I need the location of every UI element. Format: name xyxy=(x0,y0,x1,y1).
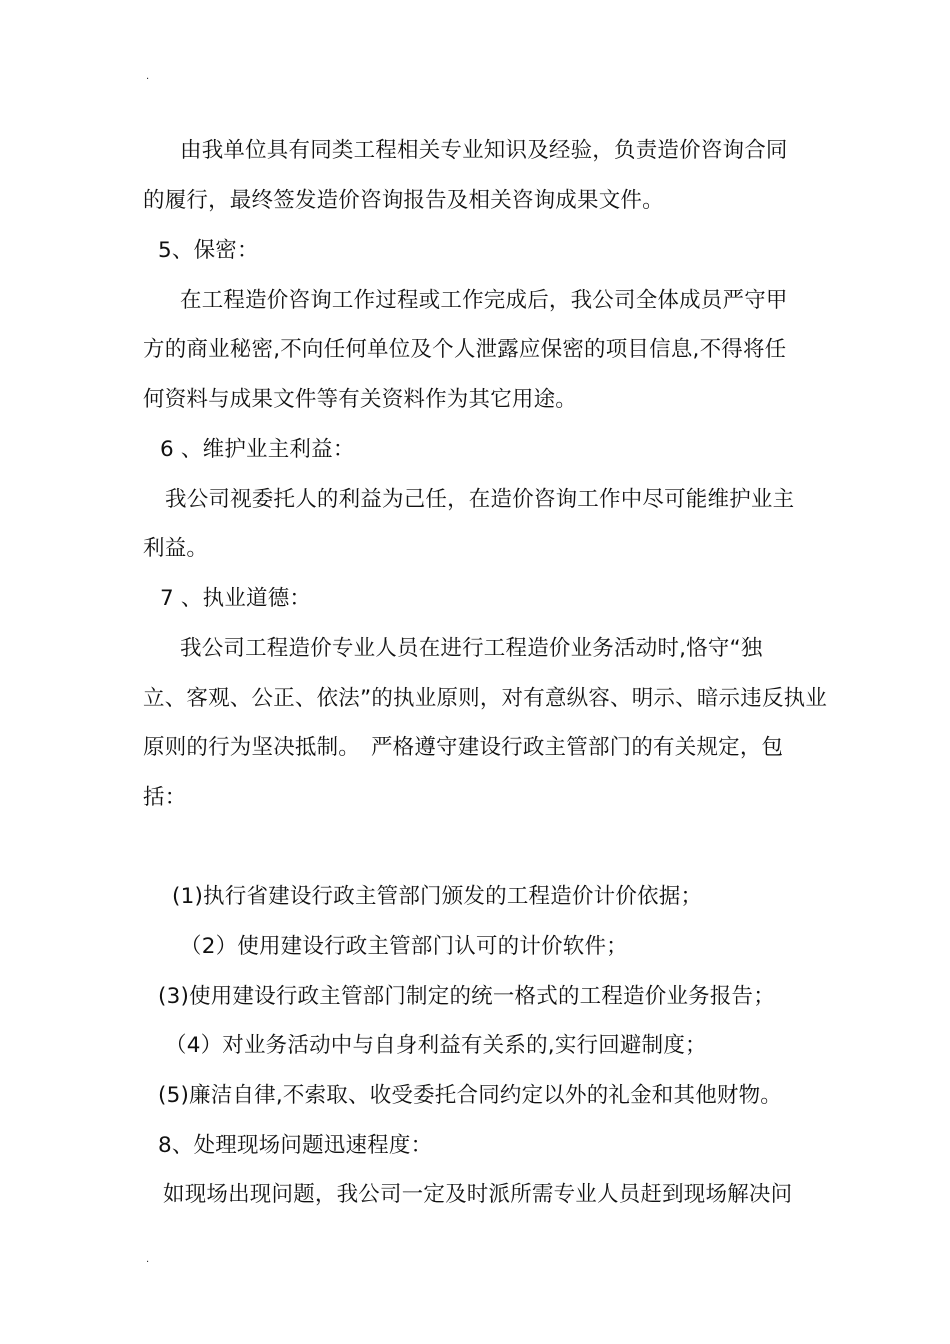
section-heading-5: 5、保密： xyxy=(158,238,259,263)
paragraph-line-4: 在工程造价咨询工作过程或工作完成后，我公司全体成员严守甲 xyxy=(180,288,788,313)
paragraph-line-5: 方的商业秘密,不向任何单位及个人泄露应保密的项目信息,不得将任 xyxy=(143,337,787,362)
paragraph-line-2: 的履行，最终签发造价咨询报告及相关咨询成果文件。 xyxy=(143,188,664,213)
section-heading-8: 8、处理现场问题迅速程度： xyxy=(158,1133,433,1158)
list-item-5: (5)廉洁自律,不索取、收受委托合同约定以外的礼金和其他财物。 xyxy=(158,1083,782,1108)
paragraph-line-6: 何资料与成果文件等有关资料作为其它用途。 xyxy=(143,387,578,412)
list-item-3: (3)使用建设行政主管部门制定的统一格式的工程造价业务报告； xyxy=(158,984,775,1009)
paragraph-line-14: 括： xyxy=(143,785,187,810)
paragraph-line-11: 我公司工程造价专业人员在进行工程造价业务活动时,恪守“独 xyxy=(180,636,763,661)
section-heading-7: 7 、执业道德： xyxy=(160,586,312,611)
paragraph-line-1: 由我单位具有同类工程相关专业知识及经验，负责造价咨询合同 xyxy=(180,138,788,163)
top-page-mark: . xyxy=(146,71,150,82)
paragraph-line-8: 我公司视委托人的利益为己任，在造价咨询工作中尽可能维护业主 xyxy=(165,487,795,512)
bottom-page-mark: . xyxy=(146,1254,150,1265)
section-heading-6: 6 、维护业主利益： xyxy=(160,437,355,462)
paragraph-line-12: 立、客观、公正、依法”的执业原则，对有意纵容、明示、暗示违反执业 xyxy=(143,686,828,711)
paragraph-line-21: 如现场出现问题，我公司一定及时派所需专业人员赶到现场解决问 xyxy=(163,1182,793,1207)
list-item-2: （2）使用建设行政主管部门认可的计价软件； xyxy=(180,934,628,959)
list-item-4: （4）对业务活动中与自身利益有关系的,实行回避制度； xyxy=(165,1033,707,1058)
paragraph-line-9: 利益。 xyxy=(143,536,209,561)
list-item-1: (1)执行省建设行政主管部门颁发的工程造价计价依据； xyxy=(172,884,703,909)
paragraph-line-13: 原则的行为坚决抵制。 严格遵守建设行政主管部门的有关规定，包 xyxy=(143,735,784,760)
